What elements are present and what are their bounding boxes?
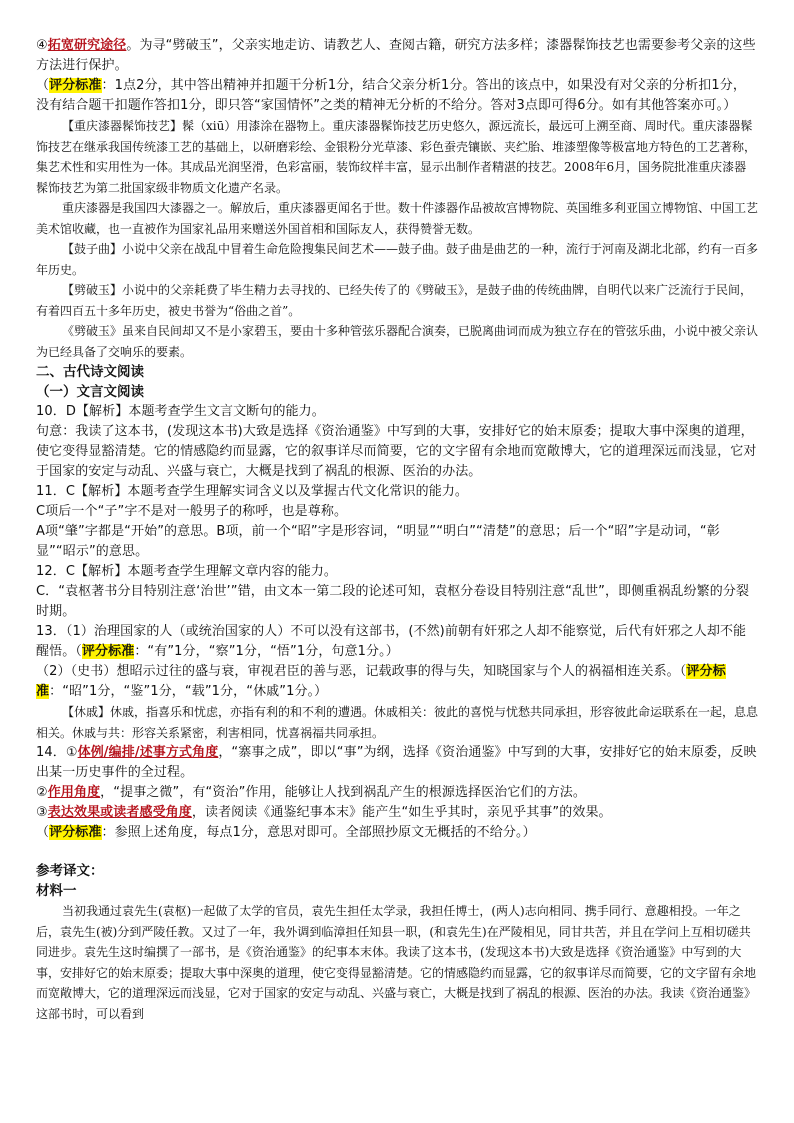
notes-block — [36, 116, 758, 362]
spacer — [36, 843, 758, 861]
point-keyword: 体例/编排/述事方式角度 — [77, 745, 219, 760]
q10-head: 10．D【解析】本题考查学生文言文断句的能力。 — [36, 404, 325, 419]
q12-head: 12．C【解析】本题考查学生理解文章内容的能力。 — [36, 564, 338, 579]
scoring-label: 评分标准 — [36, 664, 726, 699]
point-keyword: 作用角度 — [47, 785, 101, 800]
q14-point-1: 14．①体例/编排/述事方式角度，“寨事之成”，即以“事”为纲，选择《资治通鉴》中写到的大事，安排好它的始末原委，反映出某一历史事件的全过程。 — [36, 745, 757, 780]
q10-body: 句意：我读了这本书，(发现这本书)大致是选择《资治通鉴》中写到的大事，安排好它的始末原委；提取大事中深奥的道理，使它变得显豁清楚。它的情感隐约而显露，它的叙事详尽而简要，它的文字留有余地而宽敞博大，它的道理深远而浅显，它对于国家的安定与动乱、兴盛与衰亡，大概是找到了祸乱的根源、医治的办法。 — [36, 424, 757, 479]
point-text: 。为寻“劈破玉”，父亲实地走访、请教艺人、查阅古籍，研究方法多样；漆器髹饰技艺也需要参考父亲的这些方法进行保护。 — [36, 38, 756, 73]
note-piepoyu: 【劈破玉】小说中的父亲耗费了毕生精力去寻找的、已经失传了的《劈破玉》，是鼓子曲的传统曲牌，自明代以来广泛流行于民间，有着四百五十多年历史，被史书誉为“俗曲之首”。 — [36, 283, 753, 318]
q13-part2: （2）（史书）想昭示过往的盛与衰，审视君臣的善与恶，记载政事的得与失，知晓国家与个人的祸福相连关系。（评分标准：“昭”1分，“鉴”1分，“载”1分，“休戚”1分。） — [36, 664, 726, 699]
q14-point-2: ②作用角度，“提事之微”，有“资治”作用，能够让人找到祸乱产生的根源选择医治它们的方法。 — [36, 785, 587, 800]
note-lacquer-2: 重庆漆器是我国四大漆器之一。解放后，重庆漆器更闻名于世。数十件漆器作品被故宫博物院、英国维多利亚国立博物馆、中国工艺美术馆收藏，也一直被作为国家礼品用来赠送外国首相和国际友人，获得赞誉无数。 — [36, 201, 759, 236]
answer-point-4 — [36, 36, 758, 76]
q11-head: 11．C【解析】本题考查学生理解实词含义以及掌握古代文化常识的能力。 — [36, 484, 469, 499]
scoring-text: ：1点2分，其中答出精神并扣题干分析1分，结合父亲分析1分。答出的该点中，如果没有对父亲的分析扣1分，没有结合题干扣题作答扣1分，即只答“家国情怀”之类的精神无分析的不给分。答对3点即可得6分。如有其他答案亦可。） — [36, 78, 746, 113]
question-12 — [36, 562, 758, 622]
q14-scoring: （评分标准：参照上述角度，每点1分，意思对即可。全部照抄原文无概括的不给分。） — [36, 825, 536, 840]
scoring-label: 评分标准 — [49, 825, 102, 840]
point-keyword: 表达效果或读者感受角度 — [47, 805, 192, 820]
note-guziqu: 【鼓子曲】小说中父亲在战乱中冒着生命危险搜集民间艺术——鼓子曲。鼓子曲是曲艺的一种，流行于河南及湖北北部，约有一百多年历史。 — [36, 242, 759, 277]
question-14 — [36, 743, 758, 843]
scoring-label: 评分标准 — [81, 644, 135, 659]
q11-option-a: A项“肇”字都是“开始”的意思。B项，前一个“昭”字是形容词，“明显”“明白”“清楚”的意思；后一个“昭”字是动词，“彰显”“昭示”的意思。 — [36, 524, 720, 559]
q12-body: C．“袁枢著书分目特别注意‘治世’”错，由文本一第二段的论述可知，袁枢分卷设目特别注意“乱世”，即侧重祸乱纷繁的分裂时期。 — [36, 584, 750, 619]
reference-title: 参考译文： — [36, 863, 104, 879]
q14-point-3: ③表达效果或读者感受角度，读者阅读《通鉴纪事本末》能产生“如生乎其时，亲见乎其事”的效果。 — [36, 805, 612, 820]
subsection-heading: （一）文言文阅读 — [36, 384, 144, 400]
q13-note: 【休戚】休戚，指喜乐和忧虑，亦指有利的和不利的遭遇。休戚相关：彼此的喜悦与忧愁共同承担，形容彼此命运联系在一起，息息相关。休戚与共：形容关系紧密，利害相同，忧喜祸福共同承担。 — [36, 705, 759, 740]
document-page — [36, 36, 758, 1024]
scoring-note-1: （评分标准：1点2分，其中答出精神并扣题干分析1分，结合父亲分析1分。答出的该点中，如果没有对父亲的分析扣1分，没有结合题干扣题作答扣1分，即只答“家国情怀”之类的精神无分析的不给分。答对3点即可得6分。如有其他答案亦可。） — [36, 78, 746, 113]
note-lacquer: 【重庆漆器髹饰技艺】髹（xiū）用漆涂在器物上。重庆漆器髹饰技艺历史悠久，源远流长，最远可上溯至商、周时代。重庆漆器髹饰技艺在继承我国传统漆工艺的基础上，以研磨彩绘、金银粉分光草漆、彩色蚕壳镶嵌、夹纻胎、堆漆塑像等极富地方特色的工艺著称，集艺术性和实用性为一体。其成品光润坚滑，色彩富丽，装饰纹样丰富，显示出制作者精湛的技艺。2008年6月，国务院批准重庆漆器髹饰技艺为第二批国家级非物质文化遗产名录。 — [36, 119, 757, 195]
reference-translation — [36, 861, 758, 1024]
question-11 — [36, 482, 758, 562]
scoring-label: 评分标准 — [49, 78, 102, 93]
point-number: ④ — [36, 38, 48, 53]
q11-option-c: C项后一个“子”字不是对一般男子的称呼，也是尊称。 — [36, 504, 348, 519]
question-10 — [36, 402, 758, 482]
translation-text: 当初我通过袁先生(袁枢)一起做了太学的官员，袁先生担任太学录，我担任博士，(两人)志向相同、携手同行、意趣相投。一年之后，袁先生(被)分到严陵任教。又过了一年，我外调到临漳担任知县一职，(和袁先生)在严陵相见，同甘共苦，并且在学问上互相切磋共同进步。袁先生这时编撰了一部书，是《资治通鉴》的纪事本末体。我读了这本书，(发现这本书)大致是选择《资治通鉴》中写到的大事，安排好它的始末原委；提取大事中深奥的道理，使它变得显豁清楚。它的情感隐约而显露，它的叙事详尽而简要，它的文字留有余地而宽敞博大，它的道理深远而浅显，它对于国家的安定与动乱、兴盛与衰亡，大概是找到了祸乱的根源、医治的办法。我读《资治通鉴》这部书时，可以看到 — [36, 904, 757, 1021]
point-keyword: 拓宽研究途径 — [47, 38, 127, 53]
material-label: 材料一 — [36, 883, 77, 899]
note-piepoyu-2: 《劈破玉》虽来自民间却又不是小家碧玉，要由十多种管弦乐器配合演奏，已脱离曲词而成为独立存在的管弦乐曲，小说中被父亲认为已经具备了交响乐的要素。 — [36, 324, 759, 359]
q13-part1: 13．（1）治理国家的人（或统治国家的人）不可以没有这部书，(不然)前朝有奸邪之人却不能察觉，后代有奸邪之人却不能醒悟。（评分标准：“有”1分，“察”1分，“悟”1分，句意1分。） — [36, 624, 747, 659]
question-13 — [36, 622, 758, 743]
section-heading: 二、古代诗文阅读 — [36, 364, 144, 380]
